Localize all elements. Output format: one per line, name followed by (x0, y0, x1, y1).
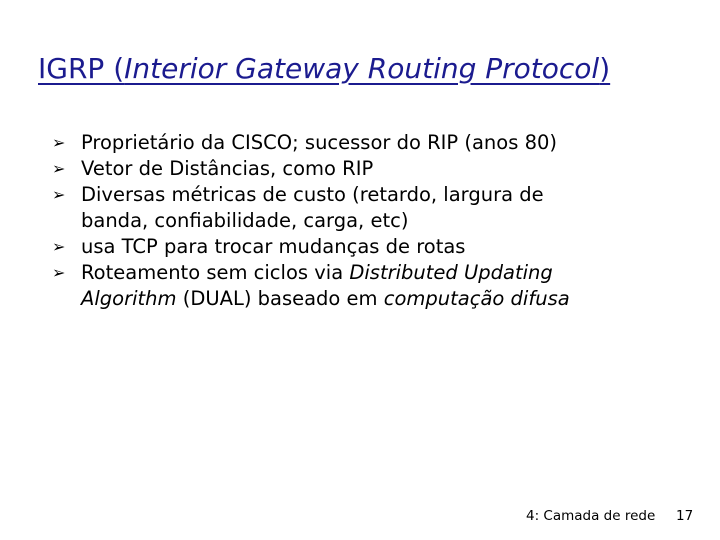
bullet-text-line2: banda, confiabilidade, carga, etc) (81, 209, 409, 232)
page-number: 17 (676, 508, 694, 524)
bullet-text-part1: Roteamento sem ciclos via (81, 261, 350, 284)
footer-section-label: 4: Camada de rede (526, 508, 656, 524)
arrow-bullet-icon: ➢ (52, 133, 66, 152)
bullet-item (52, 260, 672, 312)
bullet-italic-computacao-difusa: computação difusa (383, 287, 570, 310)
slide-title (38, 52, 610, 85)
arrow-bullet-icon: ➢ (52, 237, 66, 256)
arrow-bullet-icon: ➢ (52, 159, 66, 178)
bullet-text: Vetor de Distâncias, como RIP (81, 157, 374, 180)
title-prefix: IGRP ( (38, 52, 125, 85)
arrow-bullet-icon: ➢ (52, 263, 66, 282)
bullet-text-line1: Diversas métricas de custo (retardo, largura de (81, 183, 544, 206)
bullet-item (52, 234, 672, 260)
bullet-text-part2: (DUAL) baseado em (176, 287, 384, 310)
bullet-list (52, 130, 672, 312)
title-suffix: ) (599, 52, 611, 85)
title-italic: Interior Gateway Routing Protocol (124, 52, 600, 85)
bullet-item (52, 130, 672, 156)
bullet-text: usa TCP para trocar mudanças de rotas (81, 235, 466, 258)
bullet-italic-distributed-updating: Distributed Updating (349, 261, 553, 284)
bullet-item (52, 182, 672, 234)
bullet-item (52, 156, 672, 182)
bullet-italic-algorithm: Algorithm (81, 287, 177, 310)
bullet-text: Proprietário da CISCO; sucessor do RIP (anos 80) (81, 131, 557, 154)
arrow-bullet-icon: ➢ (52, 185, 66, 204)
